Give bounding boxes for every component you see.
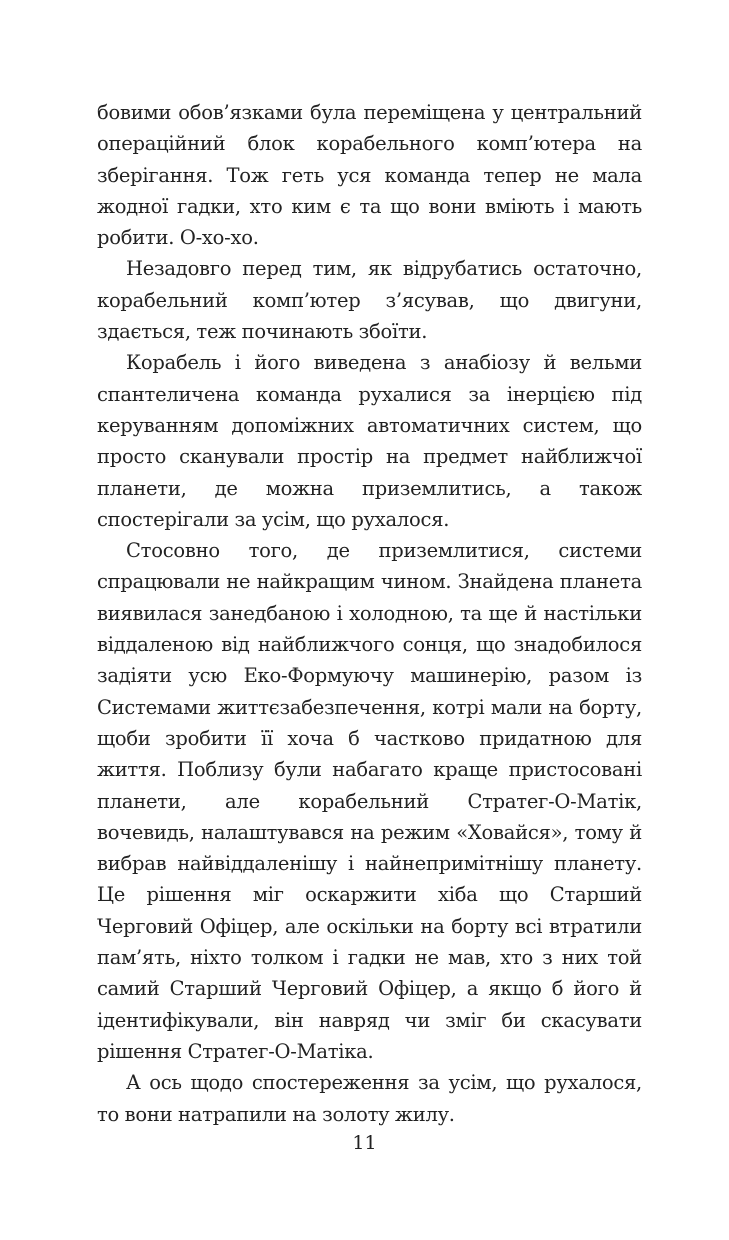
paragraph-continued: бовими обов’язками була переміщена у центральний операційний блок корабельного комп’ютера на зберігання. Тож геть уся команда тепер не мала жодної гадки, хто ким є та що вони вміють і мають робити. О-хо-хо.	[97, 101, 642, 250]
paragraph-inertia: Корабель і його виведена з анабіозу й вельми спантеличена команда рухалися за інерцією під керуванням допоміжних автоматичних систем, що просто сканували простір на предмет найближчої планети, де можна приземлитись, а також спостерігали за усім, що рухалося.	[97, 351, 642, 531]
page-body	[97, 97, 642, 1130]
page-number: 11	[352, 1132, 377, 1154]
paragraph-landing: Стосовно того, де приземлитися, системи спрацювали не найкращим чином. Знайдена планета виявилася занедбаною і холодною, та ще й настільки віддаленою від найближчого сонця, що знадобилося задіяти усю Еко-Формуючу машинерію, разом із Системами життєзабезпечення, котрі мали на борту, щоби зробити її хоча б частково придатною для життя. Поблизу були набагато краще пристосовані планети, але корабельний Стратег-О-Матік, вочевидь, налаштувався на режим «Ховайся», тому й вибрав найвіддаленішу і найнепримітнішу планету. Це рішення міг оскаржити хіба що Старший Черговий Офіцер, але оскільки на борту всі втратили пам’ять, ніхто толком і гадки не мав, хто з них той самий Старший Черговий Офіцер, а якщо б його й ідентифікували, він навряд чи зміг би скасувати рішення Стратег-О-Матіка.	[97, 539, 642, 1063]
paragraph-observation: А ось щодо спостереження за усім, що рухалося, то вони натрапили на золоту жилу.	[97, 1071, 642, 1126]
paragraph-computer-failure: Незадовго перед тим, як відрубатись остаточно, корабельний комп’ютер з’ясував, що двигуни, здається, теж починають збоїти.	[97, 257, 642, 344]
